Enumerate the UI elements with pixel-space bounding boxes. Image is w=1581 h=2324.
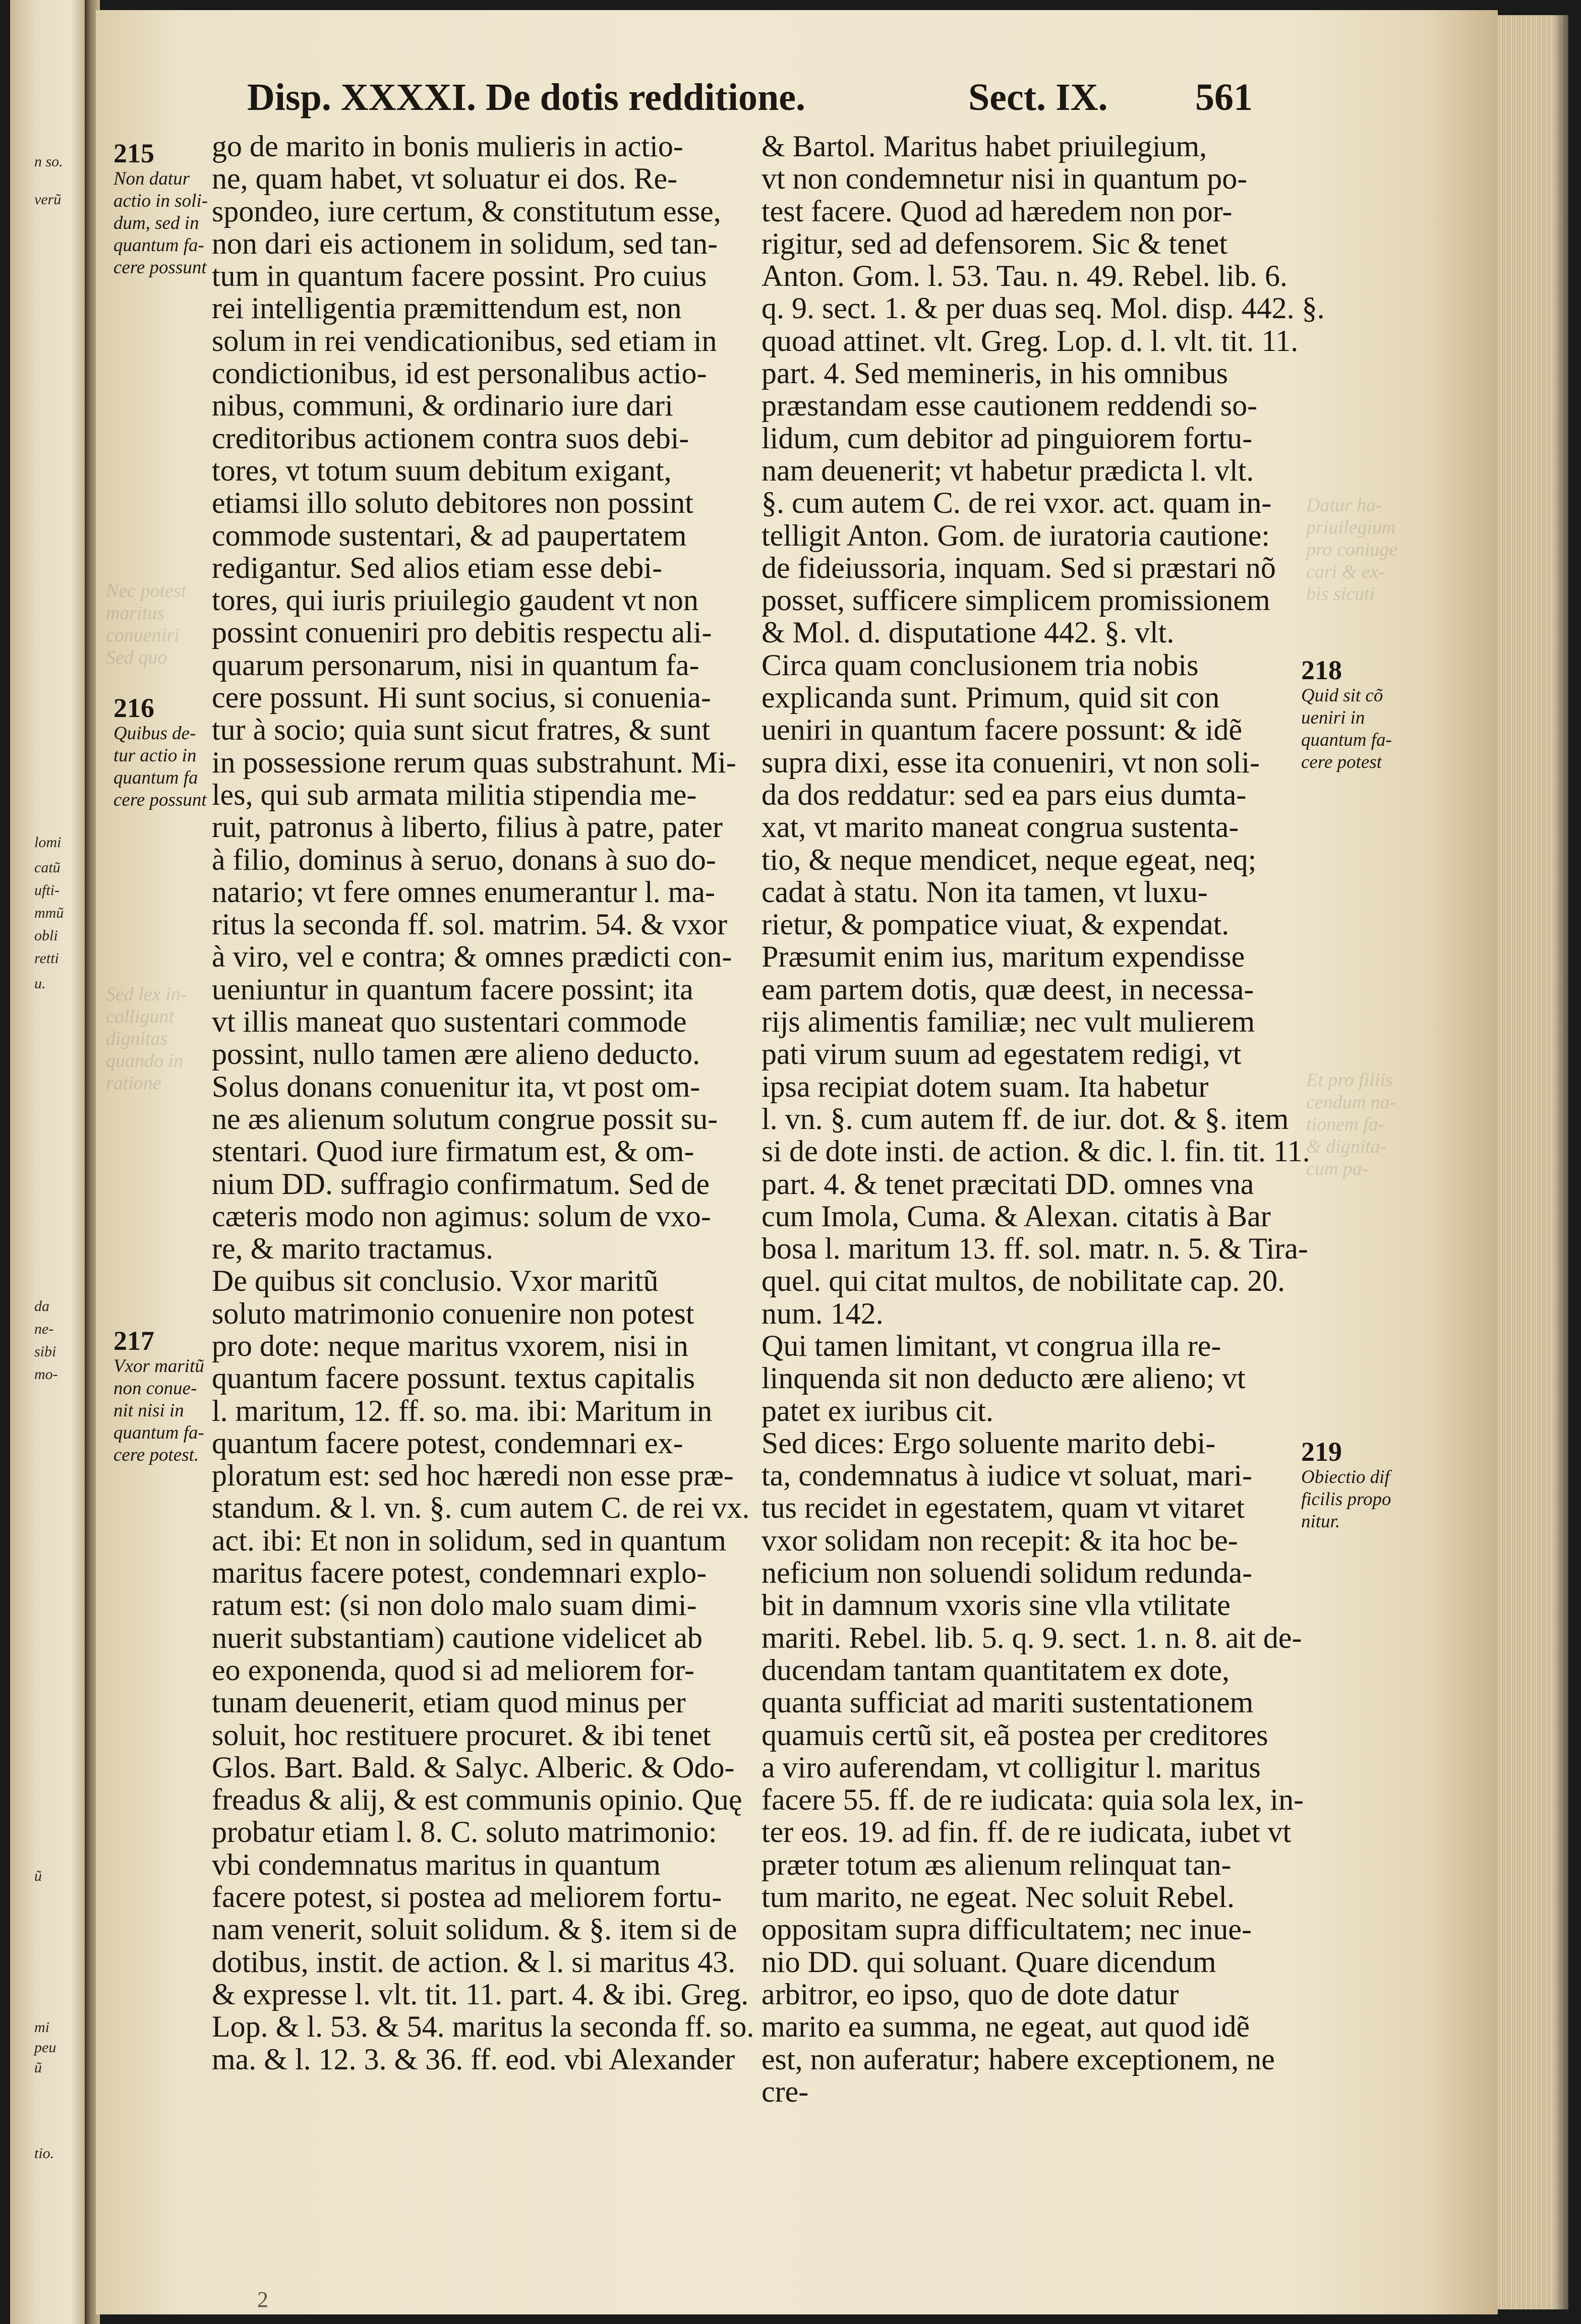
text-line: linquenda sit non deducto ære alieno; vt [762, 1361, 1246, 1395]
text-line: ritus la seconda ff. sol. matrim. 54. & vxor [212, 908, 728, 941]
text-line: De quibus sit conclusio. Vxor maritũ [212, 1264, 659, 1298]
text-line: possint conueniri pro debitis respectu ali- [212, 616, 712, 649]
margin-note-line: cere potest [1301, 752, 1382, 772]
text-line: & Bartol. Maritus habet priuilegium, [762, 130, 1207, 163]
text-line: rei intelligentia præmittendum est, non [212, 291, 682, 325]
text-line: tur à socio; quia sunt sicut fratres, & sunt [212, 713, 711, 747]
text-line: q. 9. sect. 1. & per duas seq. Mol. disp. 442. §. [762, 291, 1325, 325]
text-line: ducendam tantam quantitatem ex dote, [762, 1653, 1230, 1687]
previous-page-fragment: ũ [34, 2059, 42, 2076]
text-line: à viro, vel e contra; & omnes prædicti con- [212, 940, 732, 974]
text-line: Circa quam conclusionem tria nobis [762, 648, 1199, 682]
previous-page-fragment: mo- [34, 1366, 58, 1383]
text-line: possint, nullo tamen ære alieno deducto. [212, 1037, 700, 1071]
header-section: Sect. IX. [968, 76, 1108, 118]
page-stack-edge [1498, 15, 1568, 2309]
text-line: eo exponenda, quod si ad meliorem for- [212, 1653, 694, 1687]
margin-note-line: quantum fa- [113, 235, 204, 256]
text-line: cre- [762, 2074, 809, 2108]
text-line: facere potest, si postea ad meliorem fortu- [212, 1880, 722, 1914]
previous-page-fragment: peu [34, 2039, 56, 2056]
previous-page-fragment: n so. [34, 153, 63, 170]
text-line: tunam deuenerit, etiam quod minus per [212, 1686, 686, 1719]
text-line: præter totum æs alienum relinquat tan- [762, 1848, 1232, 1881]
text-line: tum marito, ne egeat. Nec soluit Rebel. [762, 1880, 1235, 1914]
margin-note-line: cere potest. [113, 1445, 199, 1465]
text-line: natario; vt fere omnes enumerantur l. ma- [212, 875, 715, 909]
text-line: num. 142. [762, 1296, 884, 1330]
text-line: & Mol. d. disputatione 442. §. vlt. [762, 616, 1175, 649]
previous-page-fragment: verũ [34, 191, 62, 208]
text-line: ueniri in quantum facere possunt: & idẽ [762, 713, 1243, 747]
text-line: tum in quantum facere possint. Pro cuius [212, 259, 707, 293]
text-line: quantum facere potest, condemnari ex- [212, 1426, 683, 1460]
text-line: l. maritum, 12. ff. so. ma. ibi: Maritum in [212, 1394, 713, 1427]
text-line: go de marito in bonis mulieris in actio- [212, 130, 683, 163]
text-line: vxor solidam non recepit: & ita hoc be- [762, 1523, 1238, 1557]
text-line: telligit Anton. Gom. de iuratoria cautione: [762, 518, 1270, 552]
text-line: nibus, communi, & ordinario iure dari [212, 389, 673, 423]
text-line: les, qui sub armata militia stipendia me- [212, 778, 697, 811]
text-line: ta, condemnatus à iudice vt soluat, mari- [762, 1459, 1253, 1493]
text-line: neficium non soluendi solidum redunda- [762, 1556, 1253, 1590]
text-line: part. 4. Sed memineris, in his omnibus [762, 356, 1228, 390]
text-line: solum in rei vendicationibus, sed etiam in [212, 324, 717, 357]
previous-page-edge [10, 0, 86, 2324]
text-line: eam partem dotis, quæ deest, in necessa- [762, 972, 1254, 1006]
margin-note-216 [113, 693, 207, 811]
margin-note-number: 217 [113, 1326, 154, 1356]
margin-note-line: quantum fa- [1301, 730, 1392, 750]
text-line: tio, & neque mendicet, neque egeat, neq; [762, 843, 1257, 876]
text-line: nuerit substantiam) cautione videlicet ab [212, 1621, 703, 1654]
margin-note-line: tur actio in [113, 745, 197, 766]
text-line: præstandam esse cautionem reddendi so- [762, 389, 1258, 423]
text-line: patet ex iuribus cit. [762, 1394, 993, 1427]
text-line: marito ea summa, ne egeat, aut quod idẽ [762, 2010, 1250, 2044]
text-line: spondeo, iure certum, & constitutum esse, [212, 194, 721, 228]
previous-page-fragment: ũ [34, 1868, 42, 1884]
text-line: nam venerit, soluit solidum. & §. item si de [212, 1913, 737, 1946]
text-line: ploratum est: sed hoc hæredi non esse præ- [212, 1459, 734, 1493]
text-line: vbi condemnatus maritus in quantum [212, 1848, 661, 1881]
text-line: & expresse l. vlt. tit. 11. part. 4. & ibi. Greg. [212, 1977, 749, 2011]
text-line: posset, sufficere simplicem promissionem [762, 583, 1270, 617]
running-header [247, 76, 1296, 131]
text-line: vt illis maneat quo sustentari commode [212, 1005, 687, 1039]
text-line: ne æs alienum solutum congrue possit su- [212, 1102, 718, 1136]
text-line: bosa l. maritum 13. ff. sol. matr. n. 5. & Tira- [762, 1232, 1308, 1266]
margin-note-line: Obiectio dif [1301, 1467, 1390, 1487]
text-line: nium DD. suffragio confirmatum. Sed de [212, 1167, 710, 1201]
previous-page-fragment: retti [34, 950, 59, 967]
previous-page-fragment: catũ [34, 859, 61, 876]
previous-page-fragment: ne- [34, 1321, 54, 1337]
text-line: bit in damnum vxoris sine vlla vtilitate [762, 1588, 1231, 1622]
text-line: ma. & l. 12. 3. & 36. ff. eod. vbi Alexander [212, 2042, 735, 2076]
text-line: creditoribus actionem contra suos debi- [212, 421, 689, 455]
text-line: in possessione rerum quas substrahunt. Mi- [212, 745, 736, 779]
margin-note-line: Quibus de- [113, 723, 196, 744]
text-line: nio DD. qui soluant. Quare dicendum [762, 1945, 1216, 1979]
text-line: §. cum autem C. de rei vxor. act. quam in- [762, 486, 1272, 520]
footer-mark: 2 [257, 2287, 268, 2312]
text-line: da dos reddatur: sed ea pars eius dumta- [762, 778, 1247, 811]
show-through-text: Datur ha- priuilegium pro coniuge cari & ex- bis sicuti [1306, 495, 1398, 605]
previous-page-fragment: obli [34, 927, 58, 944]
text-line: ratum est: (si non dolo malo suam dimi- [212, 1588, 697, 1622]
text-line: ruit, patronus à liberto, filius à patre, pater [212, 810, 723, 844]
text-line: de fideiussoria, inquam. Sed si præstari nõ [762, 551, 1276, 584]
text-line: tores, qui iuris priuilegio gaudent vt non [212, 583, 698, 617]
page-number: 561 [1195, 76, 1253, 118]
text-line: explicanda sunt. Primum, quid sit con [762, 681, 1220, 714]
margin-note-number: 219 [1301, 1437, 1342, 1467]
margin-note-219 [1301, 1437, 1391, 1533]
text-line: à filio, dominus à seruo, donans à suo do- [212, 843, 716, 876]
text-line: freadus & alij, & est communis opinio. Quę [212, 1783, 742, 1817]
text-line: xat, vt marito maneat congrua sustenta- [762, 810, 1239, 844]
margin-note-line: cere possunt [113, 790, 207, 810]
margin-note-number: 215 [113, 138, 154, 168]
margin-note-line: dum, sed in [113, 213, 199, 233]
margin-note-line: nitur. [1301, 1511, 1340, 1532]
text-line: rijs alimentis familiæ; nec vult mulierem [762, 1005, 1255, 1039]
show-through-text: Et pro filiis cendum na- tionem fa- & dignita- cum pa- [1306, 1069, 1396, 1179]
text-line: supra dixi, esse ita conueniri, vt non soli- [762, 745, 1260, 779]
text-line: cum Imola, Cuma. & Alexan. citatis à Bar [762, 1199, 1271, 1233]
text-line: soluit, hoc restituere procuret. & ibi tenet [212, 1718, 711, 1752]
margin-note-line: quantum fa [113, 767, 198, 788]
text-line: oppositam supra difficultatem; nec inue- [762, 1913, 1252, 1946]
text-line: ter eos. 19. ad fin. ff. de re iudicata, iubet vt [762, 1815, 1292, 1849]
text-line: si de dote insti. de action. & dic. l. fin. tit. 11. [762, 1135, 1310, 1168]
text-line: arbitror, eo ipso, quo de dote datur [762, 1977, 1179, 2011]
text-line: dotibus, instit. de action. & l. si maritus 43. [212, 1945, 736, 1979]
text-line: act. ibi: Et non in solidum, sed in quantum [212, 1523, 726, 1557]
text-line: l. vn. §. cum autem ff. de iur. dot. & §. item [762, 1102, 1289, 1136]
text-line: cadat à statu. Non ita tamen, vt luxu- [762, 875, 1208, 909]
text-line: quamuis certũ sit, eã postea per creditores [762, 1718, 1268, 1752]
previous-page-fragment: da [34, 1298, 49, 1315]
previous-page-fragment: sibi [34, 1343, 56, 1360]
text-line: Præsumit enim ius, maritum expendisse [762, 940, 1245, 974]
margin-note-line: quantum fa- [113, 1422, 204, 1443]
left-text-column [212, 130, 762, 2075]
margin-note-line: actio in soli- [113, 191, 208, 211]
text-line: mariti. Rebel. lib. 5. q. 9. sect. 1. n. 8. ait de- [762, 1621, 1302, 1654]
text-line: rietur, & pompatice viuat, & expendat. [762, 908, 1229, 941]
text-line: a viro auferendam, vt colligitur l. maritus [762, 1750, 1261, 1784]
margin-note-218 [1301, 656, 1392, 773]
margin-note-number: 216 [113, 693, 154, 723]
text-line: Anton. Gom. l. 53. Tau. n. 49. Rebel. lib. 6. [762, 259, 1287, 293]
text-line: tus recidet in egestatem, quam vt vitaret [762, 1491, 1245, 1525]
text-line: cæteris modo non agimus: solum de vxo- [212, 1199, 711, 1233]
text-line: rigitur, sed ad defensorem. Sic & tenet [762, 226, 1227, 260]
text-line: maritus facere potest, condemnari explo- [212, 1556, 707, 1590]
text-line: est, non auferatur; habere exceptionem, ne [762, 2042, 1275, 2076]
text-line: quanta sufficiat ad mariti sustentationem [762, 1686, 1254, 1719]
show-through-text: Sed lex in- colligunt dignitas quando in ratione [106, 984, 187, 1094]
text-line: probatur etiam l. 8. C. soluto matrimonio: [212, 1815, 717, 1849]
text-line: vt non condemnetur nisi in quantum po- [762, 162, 1248, 196]
text-line: pro dote: neque maritus vxorem, nisi in [212, 1329, 688, 1362]
text-line: tores, vt totum suum debitum exigant, [212, 453, 672, 487]
text-line: quantum facere possunt. textus capitalis [212, 1361, 695, 1395]
text-line: part. 4. & tenet præcitati DD. omnes vna [762, 1167, 1254, 1201]
margin-note-line: Non datur [113, 168, 190, 189]
previous-page-fragment: ufti- [34, 882, 60, 899]
text-line: quarum personarum, nisi in quantum fa- [212, 648, 699, 682]
previous-page-fragment: lomi [34, 834, 62, 851]
text-line: ipsa recipiat dotem suam. Ita habetur [762, 1069, 1209, 1103]
text-line: re, & marito tractamus. [212, 1232, 494, 1266]
text-line: Sed dices: Ergo soluente marito debi- [762, 1426, 1216, 1460]
margin-note-line: ficilis propo [1301, 1489, 1391, 1510]
text-line: pati virum suum ad egestatem redigi, vt [762, 1037, 1242, 1071]
text-line: nam deuenerit; vt habetur prædicta l. vlt. [762, 453, 1254, 487]
margin-note-line: Quid sit cõ [1301, 685, 1383, 706]
text-line: ueniuntur in quantum facere possint; ita [212, 972, 693, 1006]
margin-note-line: non conue- [113, 1378, 197, 1399]
text-line: lidum, cum debitor ad pinguiorem fortu- [762, 421, 1253, 455]
header-title: Disp. XXXXI. De dotis redditione. [247, 76, 806, 118]
previous-page-fragment: mi [34, 2019, 49, 2036]
margin-note-number: 218 [1301, 655, 1342, 685]
margin-note-line: ueniri in [1301, 707, 1365, 728]
margin-note-line: cere possunt [113, 257, 207, 278]
previous-page-fragment: tio. [34, 2145, 54, 2162]
margin-note-217 [113, 1326, 204, 1466]
text-line: quoad attinet. vlt. Greg. Lop. d. l. vlt. tit. 11. [762, 324, 1299, 357]
text-line: Glos. Bart. Bald. & Salyc. Alberic. & Odo- [212, 1750, 735, 1784]
text-line: ne, quam habet, vt soluatur ei dos. Re- [212, 162, 678, 196]
margin-note-215 [113, 139, 208, 279]
text-line: Lop. & l. 53. & 54. maritus la seconda ff. so. [212, 2010, 754, 2044]
text-line: standum. & l. vn. §. cum autem C. de rei vx. [212, 1491, 750, 1525]
previous-page-fragment: mmũ [34, 905, 64, 921]
text-line: commode sustentari, & ad paupertatem [212, 518, 687, 552]
text-line: non dari eis actionem in solidum, sed tan- [212, 226, 718, 260]
margin-note-line: nit nisi in [113, 1400, 184, 1421]
text-line: etiamsi illo soluto debitores non possint [212, 486, 693, 520]
show-through-text: Nec potest maritus conueniri Sed quo [106, 580, 187, 668]
margin-note-line: Vxor maritũ [113, 1356, 204, 1377]
text-line: test facere. Quod ad hæredem non por- [762, 194, 1233, 228]
text-line: cere possunt. Hi sunt socius, si conuenia- [212, 681, 711, 714]
text-line: facere 55. ff. de re iudicata: quia sola lex, in- [762, 1783, 1304, 1817]
text-line: stentari. Quod iure firmatum est, & om- [212, 1135, 694, 1168]
text-line: Qui tamen limitant, vt congrua illa re- [762, 1329, 1221, 1362]
text-line: redigantur. Sed alios etiam esse debi- [212, 551, 663, 584]
text-line: Solus donans conuenitur ita, vt post om- [212, 1069, 700, 1103]
text-line: soluto matrimonio conuenire non potest [212, 1296, 694, 1330]
text-line: quel. qui citat multos, de nobilitate cap. 20. [762, 1264, 1285, 1298]
previous-page-fragment: u. [34, 975, 46, 992]
text-line: condictionibus, id est personalibus actio- [212, 356, 707, 390]
